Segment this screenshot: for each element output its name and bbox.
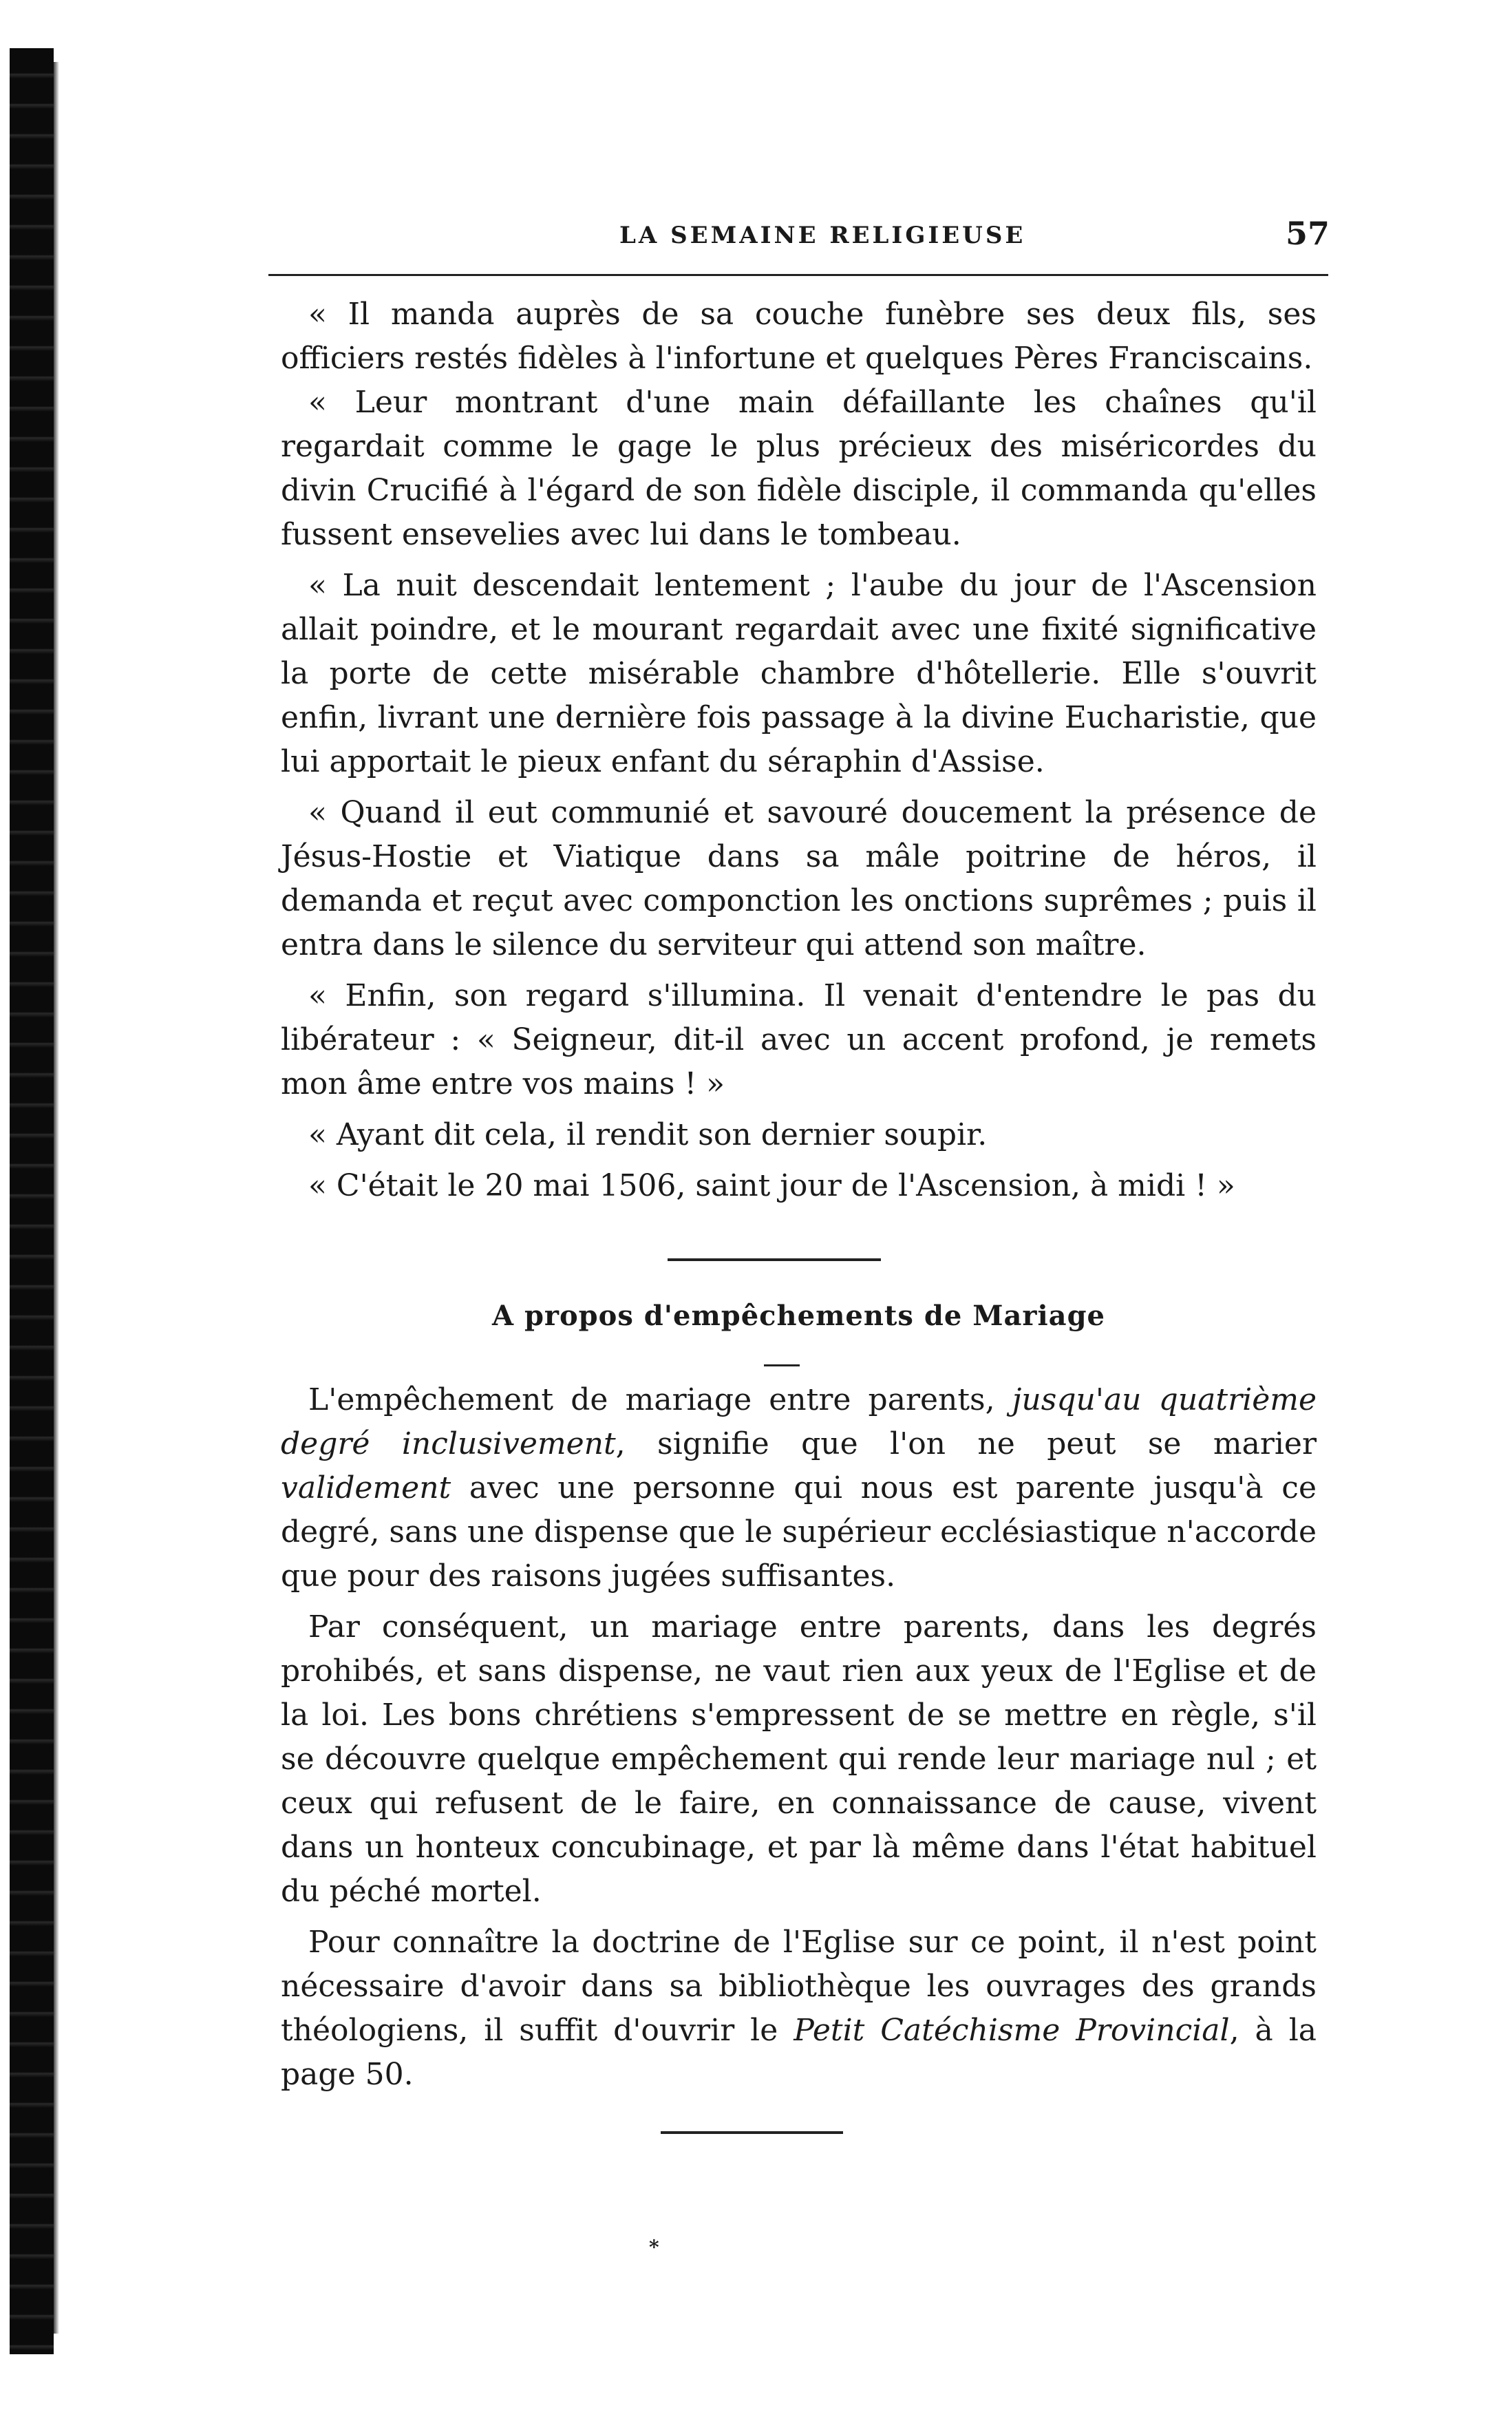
- end-separator: [661, 2131, 843, 2134]
- italic-run: Petit Catéchisme Provincial: [794, 2013, 1230, 2048]
- text-run: Pour connaître la doctrine de l'Eglise sur ce point, il n'est point nécessaire d'avoir dans sa bibliothèque les ouvrages des grands théologiens, il suffit d'ouvrir le: [281, 1925, 1317, 2048]
- paragraph: « Ayant dit cela, il rendit son dernier soupir.: [308, 1117, 988, 1152]
- italic-run: validement: [281, 1470, 451, 1505]
- paragraph: « Enfin, son regard s'illumina. Il venait d'entendre le pas du libérateur : « Seigneur, dit-il avec un accent profond, je remets mon âme entre vos mains ! »: [281, 978, 1317, 1101]
- book-binding-edge: [10, 48, 54, 2354]
- section-separator: [668, 1258, 881, 1261]
- section-title: A propos d'empêchements de Mariage: [492, 1300, 1105, 1332]
- article-mariage: [281, 1378, 1317, 2104]
- binding-shadow: [54, 62, 59, 2334]
- text-run: avec une personne qui nous est parente jusqu'à ce degré, sans une dispense que le supérieur ecclésiastique n'accorde que pour des raisons jugées suffisantes.: [281, 1470, 1317, 1594]
- page-number: 57: [1285, 215, 1330, 252]
- paragraph: [281, 1378, 1317, 1598]
- title-dash: [764, 1364, 800, 1366]
- article-continuation: [281, 293, 1317, 1208]
- text-run: L'empêchement de mariage entre parents,: [308, 1382, 1012, 1417]
- paragraph: « Quand il eut communié et savouré doucement la présence de Jésus-Hostie et Viatique dans sa mâle poitrine de héros, il demanda et reçut avec componction les onctions suprêmes ; puis il entra dans le silence du serviteur qui attend son maître.: [281, 795, 1317, 962]
- paragraph: « Il manda auprès de sa couche funèbre ses deux fils, ses officiers restés fidèles à l'infortune et quelques Pères Franciscains.: [281, 297, 1317, 376]
- italic-run: jusqu'au quatrième degré inclusivement: [281, 1382, 1317, 1461]
- paragraph: « C'était le 20 mai 1506, saint jour de l'Ascension, à midi ! »: [308, 1168, 1235, 1203]
- paragraph: [281, 1921, 1317, 2097]
- paragraph: « La nuit descendait lentement ; l'aube du jour de l'Ascension allait poindre, et le mourant regardait avec une fixité significative la porte de cette misérable chambre d'hôtellerie. Elle s'ouvrit enfin, livrant une dernière fois passage à la divine Eucharistie, que lui apportait le pieux enfant du séraphin d'Assise.: [281, 568, 1317, 779]
- page-header: [279, 215, 1330, 259]
- text-run: , signifie que l'on ne peut se marier: [615, 1426, 1317, 1461]
- paragraph: « Leur montrant d'une main défaillante les chaînes qu'il regardait comme le gage le plus précieux des miséricordes du divin Crucifié à l'égard de son fidèle disciple, il commanda qu'elles fussent ensevelies avec lui dans le tombeau.: [281, 385, 1317, 552]
- text-run: , à la page 50.: [281, 2013, 1317, 2092]
- footer-mark: *: [649, 2236, 659, 2259]
- running-title: LA SEMAINE RELIGIEUSE: [619, 222, 1026, 249]
- paragraph: Par conséquent, un mariage entre parents, dans les degrés prohibés, et sans dispense, ne vaut rien aux yeux de l'Eglise et de la loi. Les bons chrétiens s'empressent de se mettre en règle, s'il se découvre quelque empêchement qui rende leur mariage nul ; et ceux qui refusent de le faire, en connaissance de cause, vivent dans un honteux concubinage, et par là même dans l'état habituel du péché mortel.: [281, 1609, 1317, 1909]
- header-rule: [268, 274, 1328, 276]
